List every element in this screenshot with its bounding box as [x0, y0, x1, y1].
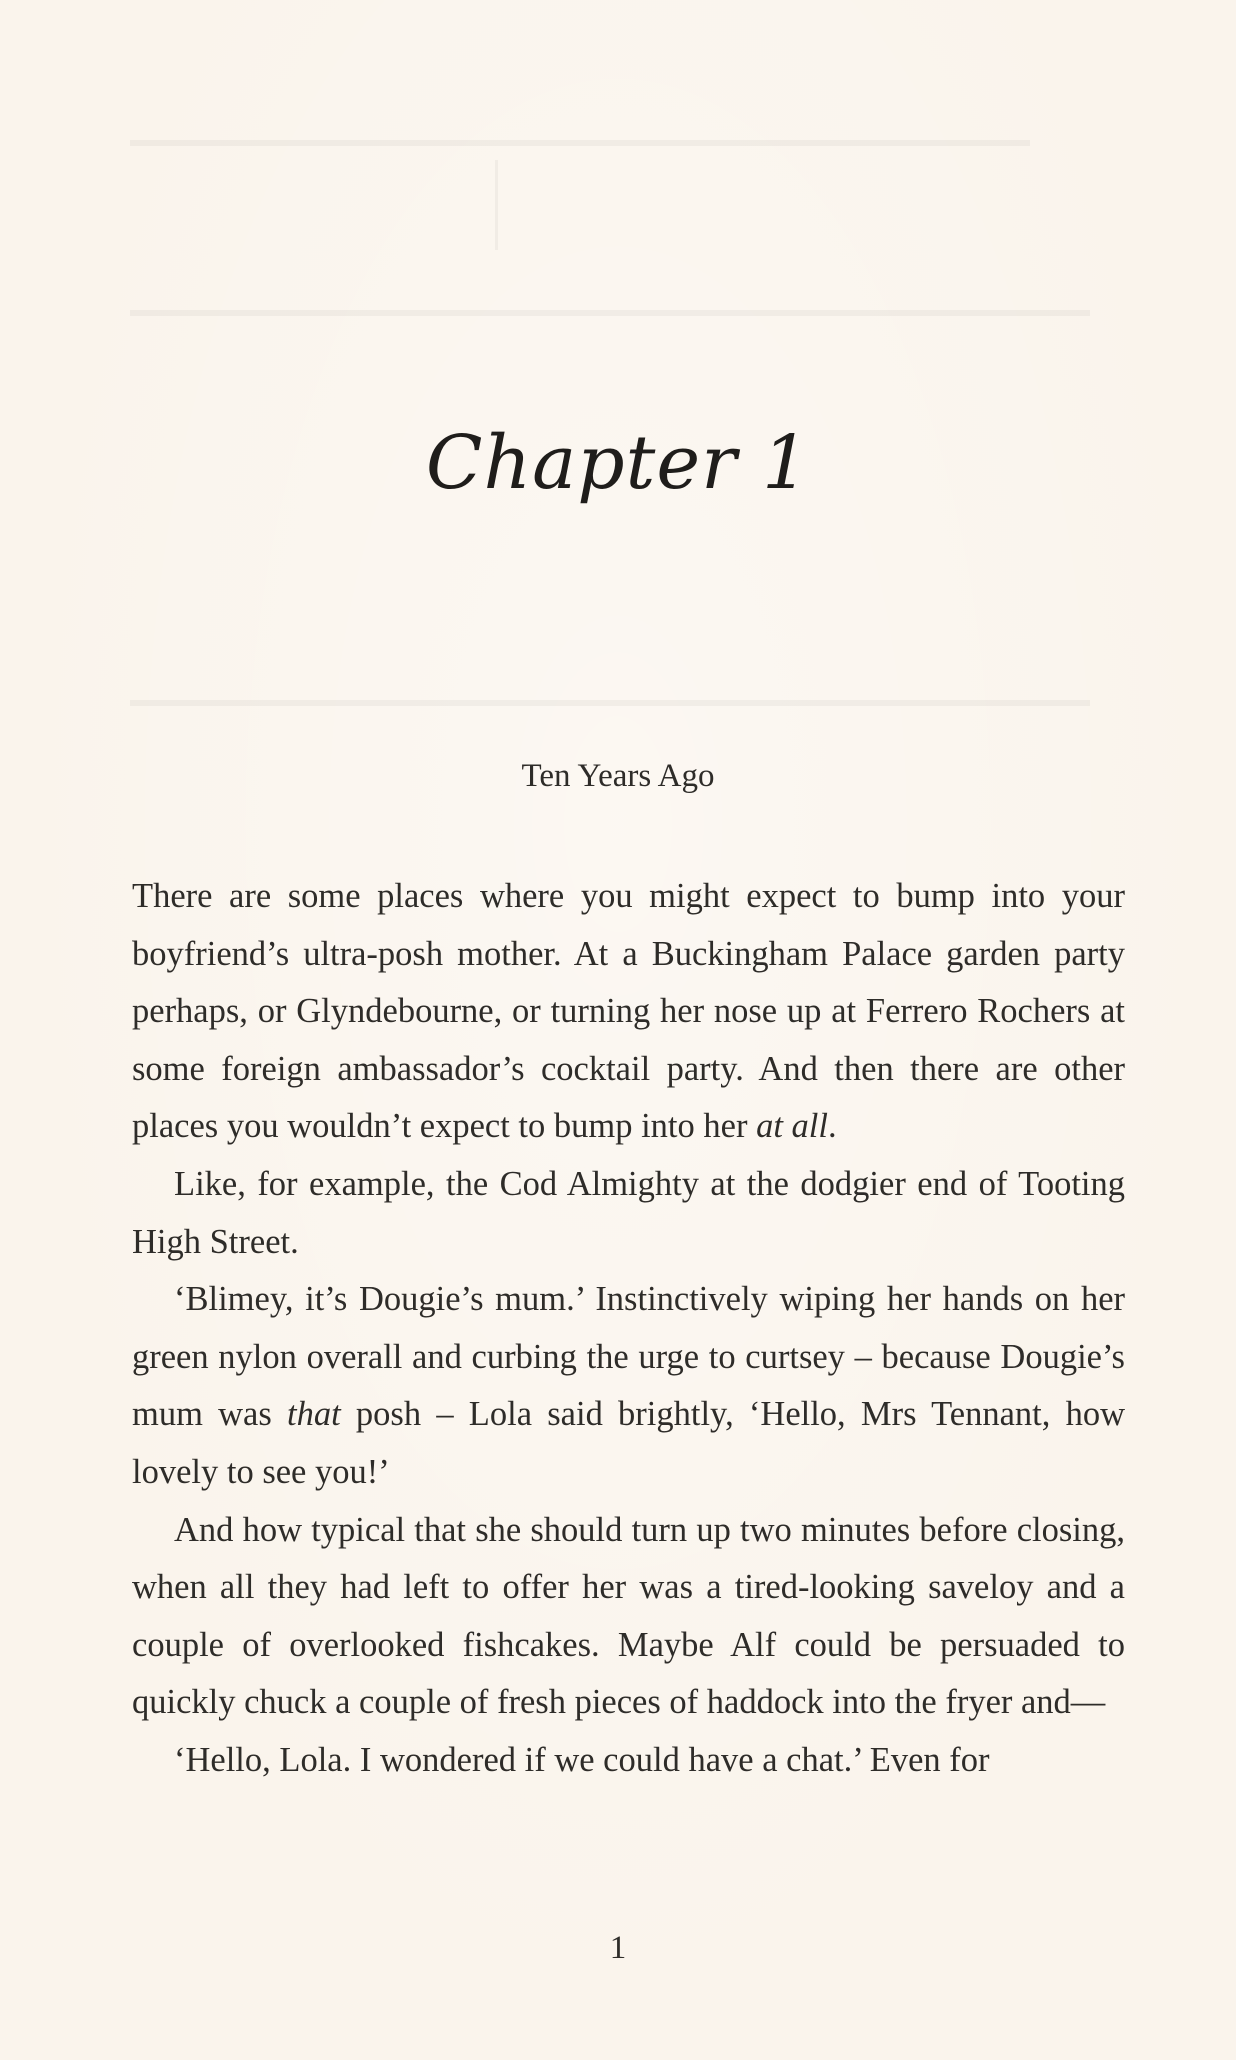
paragraph — [132, 1271, 1125, 1501]
emphasis-text: at all — [756, 1107, 828, 1146]
paragraph-text: ‘Hello, Lola. I wondered if we could have a chat.’ Even for — [174, 1740, 990, 1779]
paragraph-text: There are some places where you might expect to bump into your boyfriend’s ultra-posh mother. At a Buckingham Palace garden party perhaps, or Glyndebourne, or turning her nose up at Ferrero Rochers at some foreign ambassador’s cocktail party. And then there are other places you wouldn’t expect to bump into her — [132, 877, 1125, 1146]
page-number: 1 — [609, 1930, 627, 1966]
bleed-through-mark — [130, 140, 1030, 146]
paragraph — [132, 868, 1125, 1156]
paragraph-text: . — [827, 1107, 837, 1146]
paragraph-text: And how typical that she should turn up two minutes before closing, when all they had left to offer her was a tired-looking saveloy and a couple of overlooked fishcakes. Maybe Alf could be persuaded to quickly chuck a couple of fresh pieces of haddock into the fryer and— — [132, 1510, 1125, 1722]
bleed-through-mark — [130, 310, 1090, 316]
paragraph-text: Like, for example, the Cod Almighty at the dodgier end of Tooting High Street. — [132, 1164, 1125, 1261]
chapter-heading: Chapter 1 — [425, 420, 811, 506]
paragraph — [132, 1502, 1125, 1732]
body-text — [132, 868, 1125, 1790]
bleed-through-mark — [495, 160, 498, 250]
paragraph — [132, 1156, 1125, 1271]
emphasis-text: that — [287, 1395, 341, 1434]
paragraph — [132, 1732, 1125, 1790]
section-title: Ten Years Ago — [521, 758, 715, 794]
paragraph-text: ‘Blimey, it’s Dougie’s mum.’ Instinctively wiping her hands on her green nylon overall and curbing the urge to curtsey – because Dougie’s mum was — [132, 1280, 1125, 1434]
paragraph-text: posh – Lola said brightly, ‘Hello, Mrs Tennant, how lovely to see you!’ — [132, 1395, 1125, 1491]
bleed-through-mark — [130, 700, 1090, 706]
